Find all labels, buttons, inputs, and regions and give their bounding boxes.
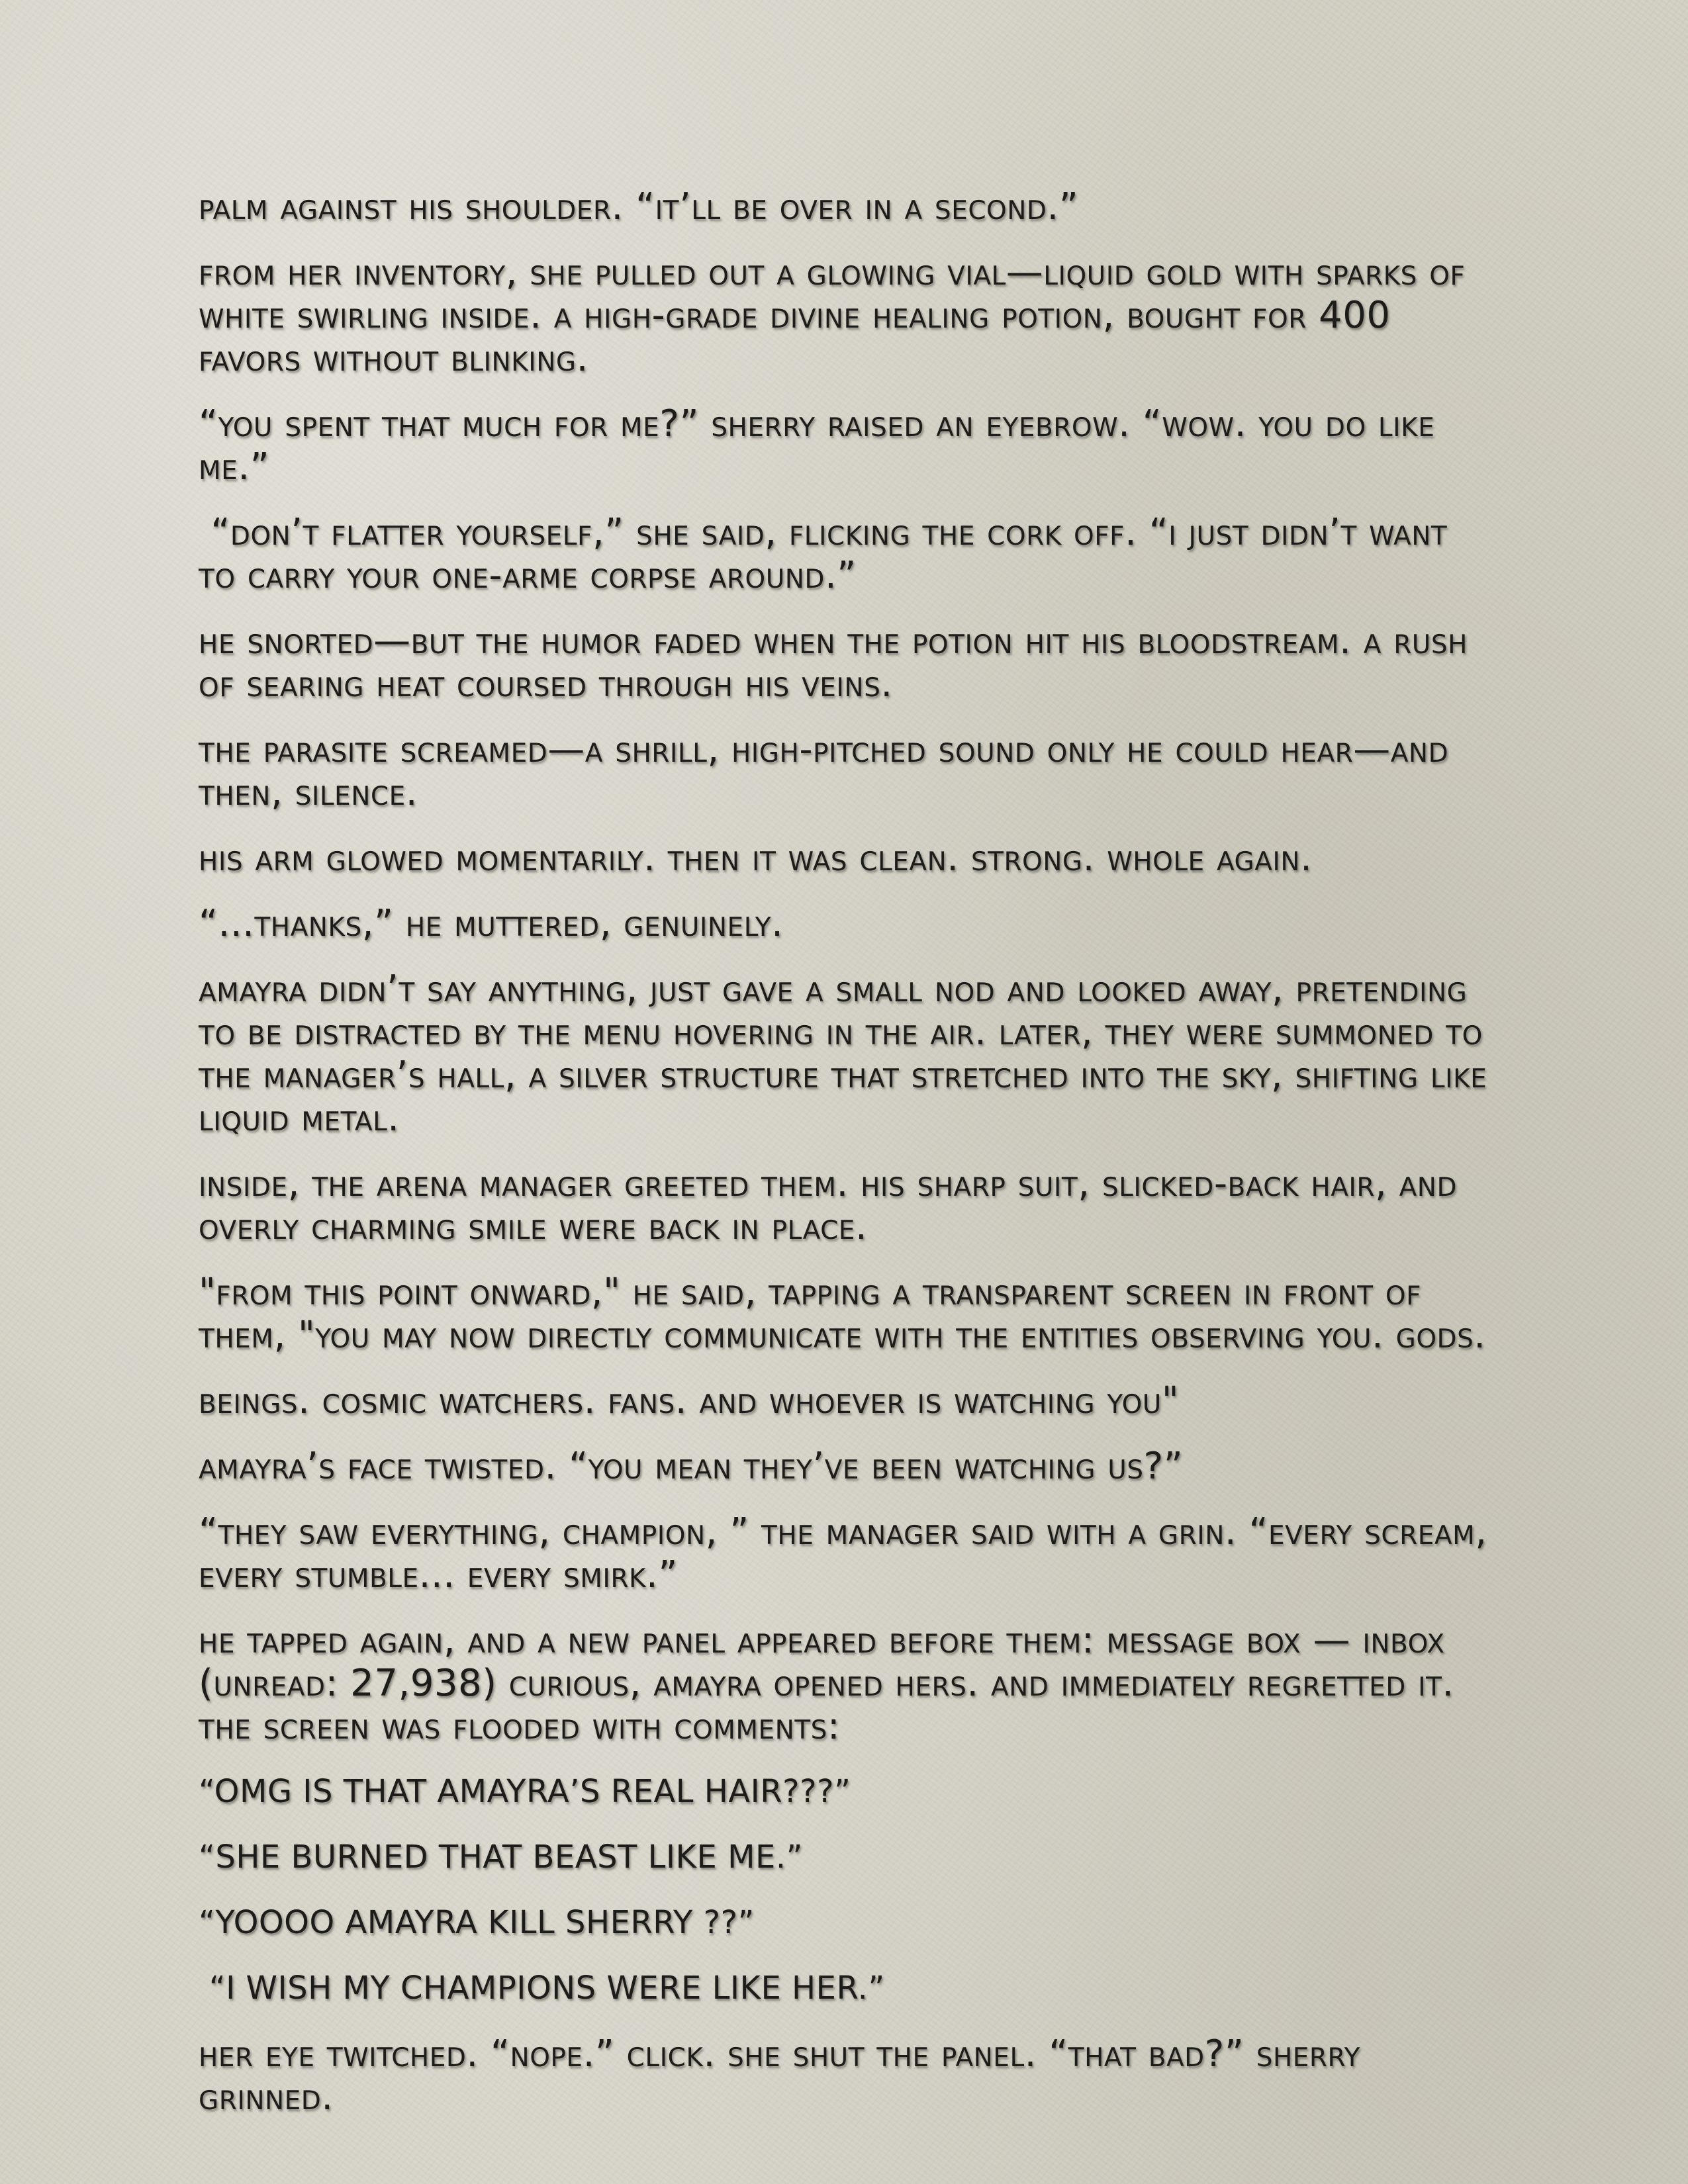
- paragraph: “don’t flatter yourself,” she said, flicking the cork off. “i just didn’t want to carry your one-arme corpse around.”: [199, 511, 1460, 597]
- paragraph: “you spent that much for me?” sherry raised an eyebrow. “wow. you do like me.”: [199, 402, 1447, 488]
- paragraph: “...thanks,” he muttered, genuinely.: [199, 902, 784, 945]
- fan-comment: “OMG IS THAT AMAYRA’S REAL HAIR???”: [199, 1773, 851, 1810]
- paragraph: amayra’s face twisted. “you mean they’ve been watching us?”: [199, 1445, 1184, 1488]
- paragraph: his arm glowed momentarily. then it was clean. strong. whole again.: [199, 837, 1313, 880]
- fan-comment: “I WISH MY CHAMPIONS WERE LIKE HER.”: [199, 1970, 885, 2007]
- paragraph: the parasite screamed—a shrill, high-pitched sound only he could hear—and then, silence.: [199, 728, 1461, 814]
- paragraph: he tapped again, and a new panel appeared before them: message box — inbox (unread: 27,938) curious, amayra opened hers. and immediately regretted it. the screen was flooded with comments:: [199, 1619, 1467, 1748]
- paragraph: her eye twitched. “nope.” click. she shut the panel. “that bad?” sherry grinned.: [199, 2032, 1373, 2118]
- paragraph: palm against his shoulder. “it’ll be over in a second.”: [199, 185, 1079, 228]
- paragraph: he snorted—but the humor faded when the potion hit his bloodstream. a rush of searing heat coursed through his veins.: [199, 619, 1480, 705]
- paragraph: inside, the arena manager greeted them. his sharp suit, slicked-back hair, and overly charming smile were back in place.: [199, 1162, 1470, 1248]
- paragraph: “they saw everything, champion, ” the manager said with a grin. “every scream, every stumble... every smirk.”: [199, 1510, 1499, 1596]
- paragraph: amayra didn’t say anything, just gave a small nod and looked away, pretending to be distracted by the menu hovering in the air. later, they were summoned to the manager’s hall, a silver structure that stretched into the sky, shifting like liquid metal.: [199, 968, 1499, 1140]
- paragraph: from her inventory, she pulled out a glowing vial—liquid gold with sparks of white swirling inside. a high-grade divine healing potion, bought for 400 favors without blinking.: [199, 251, 1477, 380]
- paragraph: "from this point onward," he said, tapping a transparent screen in front of them, "you may now directly communicate with the entities observing you. gods.: [199, 1271, 1486, 1357]
- fan-comment: “YOOOO AMAYRA KILL SHERRY ??”: [199, 1904, 755, 1941]
- paragraph: beings. cosmic watchers. fans. and whoever is watching you": [199, 1379, 1180, 1422]
- page-text: [199, 185, 1499, 2141]
- fan-comment: “SHE BURNED THAT BEAST LIKE ME.”: [199, 1839, 803, 1876]
